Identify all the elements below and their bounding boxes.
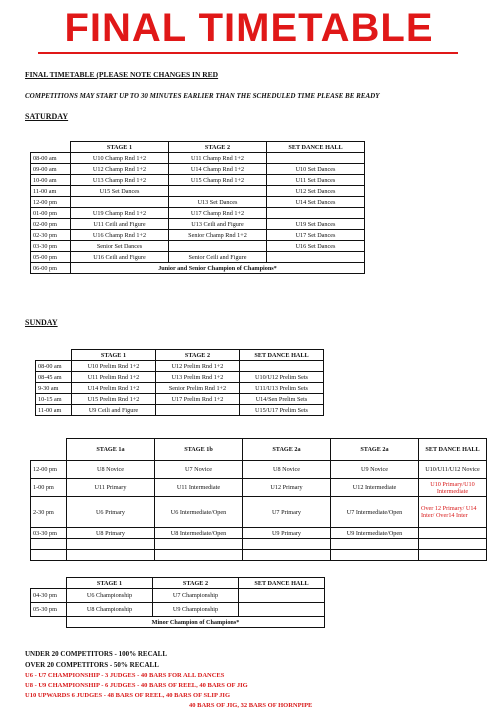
table-row — [31, 589, 325, 603]
judging-rule: U8 - U9 CHAMPIONSHIP - 6 JUDGES - 40 BARS OF REEL, 40 BARS OF JIG — [25, 682, 248, 689]
time-cell: 12-00 pm — [31, 461, 67, 479]
time-cell: 08-00 am — [36, 361, 72, 372]
stage-cell: Senior Ceili and Figure — [169, 252, 267, 263]
stage-cell — [239, 589, 325, 603]
table-row — [31, 164, 365, 175]
stage-cell: U6 Primary — [67, 497, 155, 528]
stage-cell: U16 Champ Rnd 1+2 — [71, 230, 169, 241]
time-cell: 03-30 pm — [31, 528, 67, 539]
time-cell: 9-30 am — [36, 383, 72, 394]
judging-rule: 40 BARS OF JIG, 32 BARS OF HORNPIPE — [189, 702, 313, 709]
stage-cell: U7 Championship — [153, 589, 239, 603]
header-cell: SET DANCE HALL — [240, 350, 324, 361]
stage-cell: U6 Intermediate/Open — [155, 497, 243, 528]
table-row — [36, 372, 324, 383]
stage-cell: U8 Championship — [67, 603, 153, 617]
time-cell: 2-30 pm — [31, 497, 67, 528]
header-cell — [31, 578, 67, 589]
table-row — [31, 175, 365, 186]
header-cell: SET DANCE HALL — [267, 142, 365, 153]
header-cell: STAGE 1 — [71, 142, 169, 153]
stage-cell: Senior Champ Rnd 1+2 — [169, 230, 267, 241]
time-cell: 08-00 am — [31, 153, 71, 164]
header-cell: STAGE 1 — [72, 350, 156, 361]
stage-cell: U11 Ceili and Figure — [71, 219, 169, 230]
stage-cell — [419, 528, 487, 539]
table-row — [36, 405, 324, 416]
saturday-table — [30, 141, 365, 274]
stage-cell: U10/U11/U12 Novice — [419, 461, 487, 479]
stage-cell: U14 Champ Rnd 1+2 — [169, 164, 267, 175]
stage-cell: U7 Primary — [243, 497, 331, 528]
stage-cell: U12 Primary — [243, 479, 331, 497]
table-row — [31, 550, 487, 561]
subtitle: FINAL TIMETABLE (PLEASE NOTE CHANGES IN RED — [25, 70, 219, 79]
stage-cell: U7 Novice — [155, 461, 243, 479]
time-cell: 05-00 pm — [31, 252, 71, 263]
table-row — [31, 528, 487, 539]
stage-cell: U12 Prelim Rnd 1+2 — [156, 361, 240, 372]
stage-cell — [71, 197, 169, 208]
stage-cell: U11 Set Dances — [267, 175, 365, 186]
page-title: FINAL TIMETABLE — [64, 6, 434, 50]
header-cell — [36, 350, 72, 361]
sunday-label: SUNDAY — [25, 318, 58, 327]
time-cell: 01-00 pm — [31, 208, 71, 219]
stage-cell: U11 Intermediate — [155, 479, 243, 497]
stage-cell — [169, 241, 267, 252]
header-cell: SET DANCE HALL — [239, 578, 325, 589]
time-cell: 11-00 am — [31, 186, 71, 197]
sunday-morning-table — [35, 349, 324, 416]
recall-line: OVER 20 COMPETITORS - 50% RECALL — [25, 661, 159, 669]
stage-cell: U8 Primary — [67, 528, 155, 539]
stage-cell: U9 Intermediate/Open — [331, 528, 419, 539]
stage-cell: U17 Prelim Rnd 1+2 — [156, 394, 240, 405]
title-underline — [38, 52, 458, 54]
table-row — [31, 617, 325, 628]
stage-cell: Senior Prelim Rnd 1+2 — [156, 383, 240, 394]
stage-cell: U14 Set Dances — [267, 197, 365, 208]
stage-cell: U10 Set Dances — [267, 164, 365, 175]
stage-cell: U16 Set Dances — [267, 241, 365, 252]
time-cell: 1-00 pm — [31, 479, 67, 497]
stage-cell: U17 Champ Rnd 1+2 — [169, 208, 267, 219]
header-cell: STAGE 2 — [156, 350, 240, 361]
table-row — [31, 603, 325, 617]
stage-cell — [240, 361, 324, 372]
stage-cell: U13 Champ Rnd 1+2 — [71, 175, 169, 186]
judging-rule: U10 UPWARDS 6 JUDGES - 48 BARS OF REEL, 40 BARS OF SLIP JIG — [25, 692, 231, 699]
stage-cell: U10/U12 Prelim Sets — [240, 372, 324, 383]
stage-cell: U9 Championship — [153, 603, 239, 617]
stage-cell: U10 Prelim Rnd 1+2 — [72, 361, 156, 372]
stage-cell: U7 Intermediate/Open — [331, 497, 419, 528]
table-row — [31, 479, 487, 497]
stage-cell: U13 Prelim Rnd 1+2 — [156, 372, 240, 383]
stage-cell: U16 Ceili and Figure — [71, 252, 169, 263]
table-row — [31, 263, 365, 274]
stage-cell: U12 Set Dances — [267, 186, 365, 197]
stage-cell: U12 Champ Rnd 1+2 — [71, 164, 169, 175]
table-row — [31, 497, 487, 528]
header-cell: STAGE 1b — [155, 439, 243, 461]
time-cell: 08-45 am — [36, 372, 72, 383]
table-row — [31, 461, 487, 479]
stage-cell: U8 Novice — [243, 461, 331, 479]
header-cell: SET DANCE HALL — [419, 439, 487, 461]
header-cell: STAGE 2a — [243, 439, 331, 461]
recall-line: UNDER 20 COMPETITORS - 100% RECALL — [25, 650, 168, 658]
stage-cell: U6 Championship — [67, 589, 153, 603]
sunday-multi-stage-table — [30, 438, 487, 561]
stage-cell — [267, 252, 365, 263]
saturday-label: SATURDAY — [25, 112, 69, 121]
time-cell: 05-30 pm — [31, 603, 67, 617]
stage-cell: U15/U17 Prelim Sets — [240, 405, 324, 416]
stage-cell — [169, 186, 267, 197]
stage-cell: U9 Primary — [243, 528, 331, 539]
stage-cell: U19 Champ Rnd 1+2 — [71, 208, 169, 219]
sunday-late-table — [30, 577, 325, 628]
stage-cell: U13 Set Dances — [169, 197, 267, 208]
time-cell: 12-00 pm — [31, 197, 71, 208]
table-row — [31, 252, 365, 263]
time-cell: 04-30 pm — [31, 589, 67, 603]
stage-cell: U11 Primary — [67, 479, 155, 497]
stage-cell: U9 Novice — [331, 461, 419, 479]
stage-cell: U11/U13 Prelim Sets — [240, 383, 324, 394]
stage-cell: U11 Champ Rnd 1+2 — [169, 153, 267, 164]
table-row — [31, 208, 365, 219]
header-cell: STAGE 2a — [331, 439, 419, 461]
header-cell — [31, 142, 71, 153]
final-event-cell: Minor Champion of Champions* — [67, 617, 325, 628]
stage-cell: U8 Intermediate/Open — [155, 528, 243, 539]
stage-cell-changed: U10 Primary/U10 Intermediate — [419, 479, 487, 497]
stage-cell: U14/Sen Prelim Sets — [240, 394, 324, 405]
stage-cell — [156, 405, 240, 416]
stage-cell: Senior Set Dances — [71, 241, 169, 252]
stage-cell: U8 Novice — [67, 461, 155, 479]
header-cell: STAGE 2 — [169, 142, 267, 153]
table-row — [31, 219, 365, 230]
header-cell: STAGE 2 — [153, 578, 239, 589]
stage-cell: U15 Prelim Rnd 1+2 — [72, 394, 156, 405]
stage-cell: U13 Ceili and Figure — [169, 219, 267, 230]
table-row — [36, 383, 324, 394]
time-cell: 02-00 pm — [31, 219, 71, 230]
time-cell: 11-00 am — [36, 405, 72, 416]
table-row — [31, 186, 365, 197]
stage-cell: U15 Champ Rnd 1+2 — [169, 175, 267, 186]
final-event-cell: Junior and Senior Champion of Champions* — [71, 263, 365, 274]
time-cell: 09-00 am — [31, 164, 71, 175]
stage-cell: U14 Prelim Rnd 1+2 — [72, 383, 156, 394]
judging-rule: U6 - U7 CHAMPIONSHIP - 3 JUDGES - 40 BARS FOR ALL DANCES — [25, 672, 225, 679]
stage-cell: U19 Set Dances — [267, 219, 365, 230]
stage-cell: U12 Intermediate — [331, 479, 419, 497]
stage-cell: U15 Set Dances — [71, 186, 169, 197]
header-cell: STAGE 1a — [67, 439, 155, 461]
time-cell: 10-15 am — [36, 394, 72, 405]
table-row — [31, 230, 365, 241]
table-row — [36, 361, 324, 372]
stage-cell-changed: Over 12 Primary/ U14 Inter/ Over14 Inter — [419, 497, 487, 528]
table-row — [31, 153, 365, 164]
stage-cell — [239, 603, 325, 617]
table-row — [36, 394, 324, 405]
stage-cell: U9 Ceili and Figure — [72, 405, 156, 416]
header-cell: STAGE 1 — [67, 578, 153, 589]
stage-cell: U11 Prelim Rnd 1+2 — [72, 372, 156, 383]
time-cell: 03-30 pm — [31, 241, 71, 252]
stage-cell — [267, 208, 365, 219]
stage-cell — [267, 153, 365, 164]
stage-cell: U17 Set Dances — [267, 230, 365, 241]
time-cell: 02-30 pm — [31, 230, 71, 241]
header-cell — [31, 439, 67, 461]
time-cell: 10-00 am — [31, 175, 71, 186]
table-row — [31, 539, 487, 550]
notice: COMPETITIONS MAY START UP TO 30 MINUTES EARLIER THAN THE SCHEDULED TIME PLEASE BE READY — [25, 92, 380, 100]
table-row — [31, 241, 365, 252]
stage-cell: U10 Champ Rnd 1+2 — [71, 153, 169, 164]
time-cell: 06-00 pm — [31, 263, 71, 274]
table-row — [31, 197, 365, 208]
